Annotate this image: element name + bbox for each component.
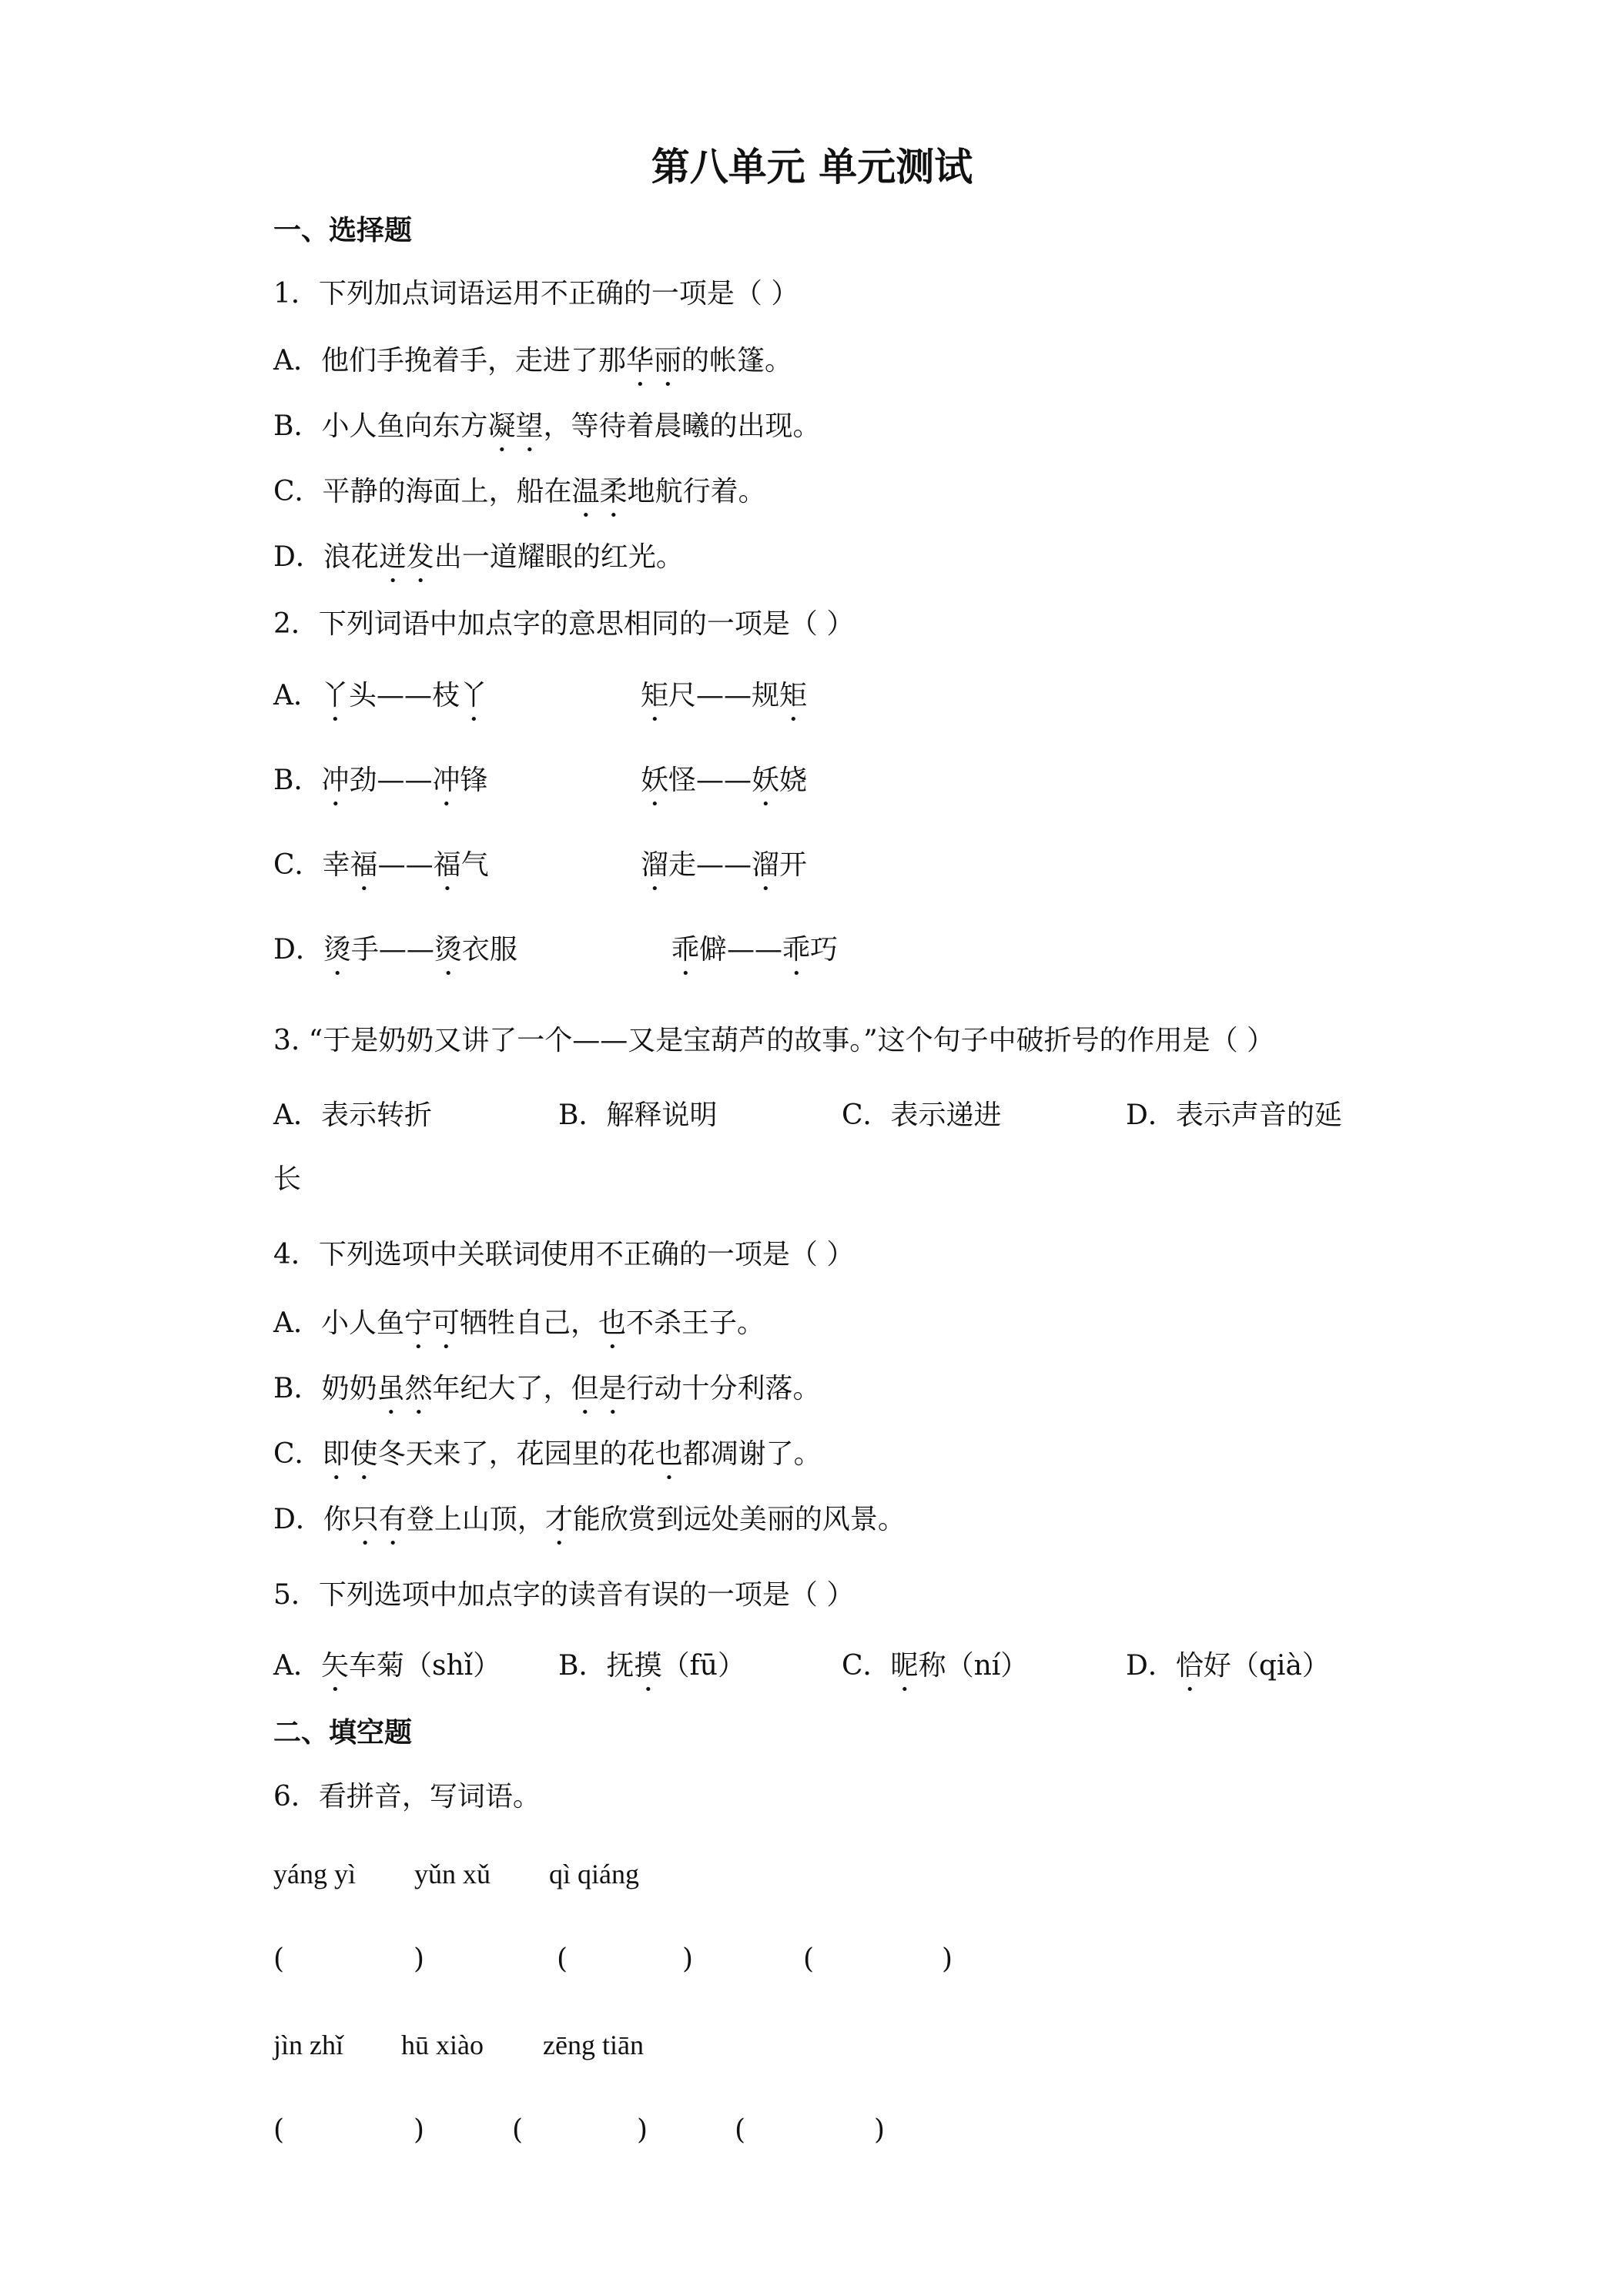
question-2-option-d-left: D．烫手——烫衣服 (273, 934, 517, 966)
question-1-option-d: D．浪花迸发出一道耀眼的红光。 (273, 541, 684, 573)
question-2-option-b-left: B．冲劲——冲锋 (273, 765, 488, 796)
page-title: 第八单元 单元测试 (651, 145, 973, 189)
blank-1-open: ( (273, 1943, 285, 1975)
question-5-option-c: C．昵称（ní） (842, 1650, 1029, 1682)
question-2-option-a-right: 矩尺——规矩 (641, 680, 808, 711)
blank-4-open: ( (273, 2114, 285, 2146)
question-3-stem: 3. “于是奶奶又讲了一个——又是宝葫芦的故事。”这个句子中破折号的作用是（ ） (273, 1025, 1275, 1056)
question-2-option-c-right: 溜走——溜开 (641, 849, 808, 881)
section-heading-choice: 一、选择题 (273, 215, 413, 246)
question-2-option-a-left: A．丫头——枝丫 (273, 680, 488, 711)
pinyin-yun-xu: yǔn xǔ (414, 1859, 491, 1889)
question-1-option-a: A．他们手挽着手，走进了那华丽的帐篷。 (273, 345, 793, 377)
question-2-option-d-right: 乖僻——乖巧 (671, 934, 839, 966)
question-4-option-d: D．你只有登上山顶，才能欣赏到远处美丽的风景。 (273, 1504, 906, 1535)
pinyin-hu-xiao: hū xiào (401, 2030, 484, 2060)
blank-1-close: ) (414, 1943, 425, 1975)
question-4-option-a: A．小人鱼宁可牺牲自己，也不杀王子。 (273, 1307, 765, 1339)
blank-4-close: ) (414, 2114, 425, 2146)
question-3-option-c: C．表示递进 (842, 1099, 1002, 1131)
pinyin-yang-yi: yáng yì (273, 1859, 356, 1889)
question-1-stem: 1．下列加点词语运用不正确的一项是（ ） (273, 278, 799, 310)
question-2-stem: 2．下列词语中加点字的意思相同的一项是（ ） (273, 608, 855, 640)
pinyin-zeng-tian: zēng tiān (543, 2030, 644, 2060)
question-3-option-d: D．表示声音的延 (1126, 1099, 1342, 1131)
question-5-option-d: D．恰好（qià） (1126, 1650, 1330, 1682)
question-4-option-b: B．奶奶虽然年纪大了，但是行动十分利落。 (273, 1373, 821, 1404)
blank-3-open: ( (803, 1943, 815, 1975)
question-1-option-c: C．平静的海面上，船在温柔地航行着。 (273, 476, 766, 507)
question-2-option-c-left: C．幸福——福气 (273, 849, 489, 881)
blank-6-open: ( (735, 2114, 746, 2146)
pinyin-jin-zhi: jìn zhǐ (273, 2030, 343, 2060)
question-3-option-b: B．解释说明 (558, 1099, 718, 1131)
pinyin-qi-qiang: qì qiáng (549, 1859, 639, 1889)
question-4-stem: 4．下列选项中关联词使用不正确的一项是（ ） (273, 1239, 855, 1270)
blank-6-close: ) (874, 2114, 886, 2146)
question-5-stem: 5．下列选项中加点字的读音有误的一项是（ ） (273, 1579, 855, 1611)
question-3-option-a: A．表示转折 (273, 1099, 432, 1131)
question-5-option-b: B．抚摸（fū） (558, 1650, 745, 1682)
blank-3-close: ) (942, 1943, 953, 1975)
question-5-option-a: A．矢车菊（shǐ） (273, 1650, 501, 1682)
question-4-option-c: C．即使冬天来了，花园里的花也都凋谢了。 (273, 1438, 822, 1470)
question-1-option-b: B．小人鱼向东方凝望，等待着晨曦的出现。 (273, 410, 821, 442)
question-6-stem: 6．看拼音，写词语。 (273, 1781, 541, 1812)
blank-2-open: ( (557, 1943, 568, 1975)
blank-2-close: ) (682, 1943, 694, 1975)
question-3-option-d-continued: 长 (273, 1163, 302, 1195)
blank-5-open: ( (512, 2114, 524, 2146)
section-heading-fill: 二、填空题 (273, 1717, 413, 1749)
blank-5-close: ) (637, 2114, 648, 2146)
question-2-option-b-right: 妖怪——妖娆 (641, 765, 808, 796)
